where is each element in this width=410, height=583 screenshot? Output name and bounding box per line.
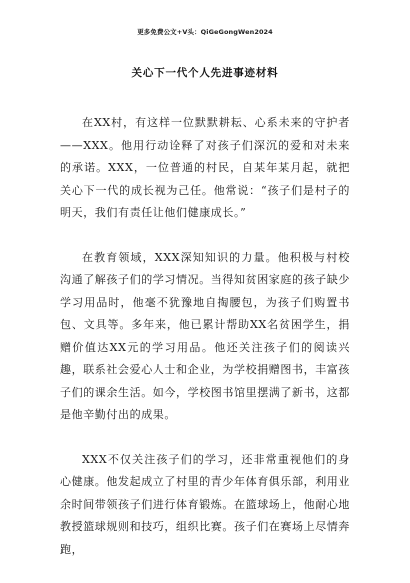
header-note: 更多免费公文+V头：QiGeGongWen2024: [137, 28, 273, 36]
document-title: 关心下一代个人先进事迹材料: [131, 67, 279, 79]
paragraph-2: 在教育领域，XXX深知知识的力量。他积极与村校沟通了解孩子们的学习情况。当得知贫困家庭的孩子缺少学习用品时，他毫不犹豫地自掏腰包，为孩子们购置书包、文具等。多年来，他已累计帮助XX名贫困学生，捐赠价值达XX元的学习用品。他还关注孩子们的阅读兴趣，联系社会爱心人士和企业，为学校捐赠图书，丰富孩子们的课余生活。如今，学校图书馆里摆满了新书，这都是他辛勤付出的成果。: [60, 250, 350, 421]
paragraph-3: XXX不仅关注孩子们的学习，还非常重视他们的身心健康。他发起成立了村里的青少年体育俱乐部，利用业余时间带领孩子们进行体育锻炼。在篮球场上，他耐心地教授篮球规则和技巧，组织比赛。孩子们在赛场上尽情奔跑，: [60, 452, 350, 556]
document-body: [60, 112, 350, 583]
paragraph-1: 在XX村，有这样一位默默耕耘、心系未来的守护者——XXX。他用行动诠释了对孩子们深沉的爱和对未来的承诺。XXX，一位普通的村民，自某年某月起，就把关心下一代的成长视为己任。他常说：“孩子们是村子的明天，我们有责任让他们健康成长。”: [60, 116, 350, 219]
